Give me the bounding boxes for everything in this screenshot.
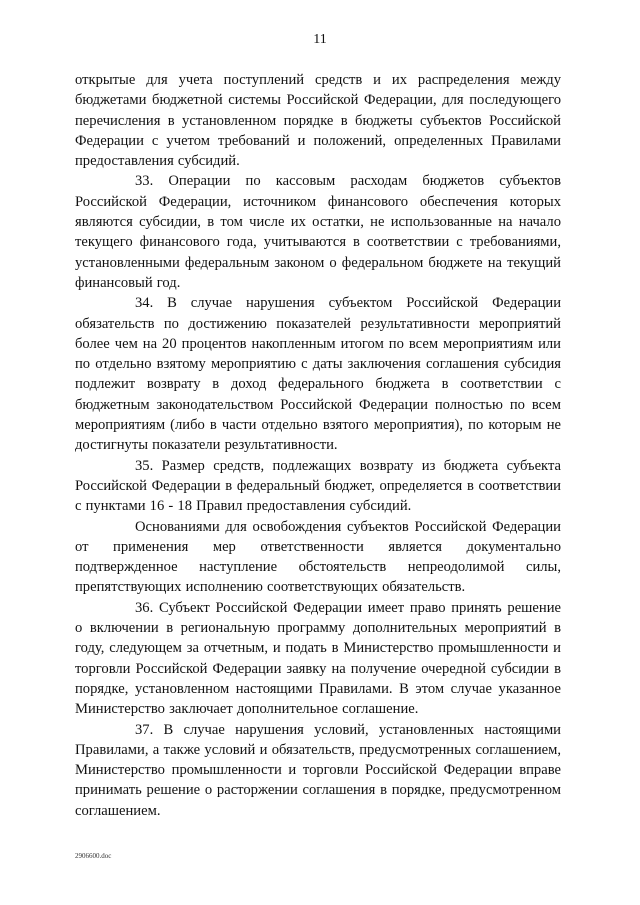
page-number: 11 xyxy=(313,32,327,47)
paragraph-33: 33. Операции по кассовым расходам бюджетов субъектов Российской Федерации, источником финансового обеспечения которых являются субсидии, в том числе их остатки, не использованные на начало текущего финансового года, учитываются в соответствии с требованиями, установленными федеральным законом о федеральном бюджете на текущий финансовый год. xyxy=(75,173,561,291)
document-body xyxy=(75,70,561,821)
footer-doc-code: 2906600.doc xyxy=(75,852,112,860)
paragraph-35: 35. Размер средств, подлежащих возврату из бюджета субъекта Российской Федерации в федеральный бюджет, определяется в соответствии с пунктами 16 - 18 Правил предоставления субсидий. xyxy=(75,457,561,515)
paragraph-continuation: открытые для учета поступлений средств и их распределения между бюджетами бюджетной системы Российской Федерации, для последующего перечисления в установленном порядке в бюджеты субъектов Российской Федерации с учетом требований и положений, определенных Правилами предоставления субсидий. xyxy=(75,72,561,170)
paragraph-37: 37. В случае нарушения условий, установленных настоящими Правилами, а также условий и обязательств, предусмотренных соглашением, Министерство промышленности и торговли Российской Федерации вправе принимать решение о расторжении соглашения в порядке, предусмотренном соглашением. xyxy=(75,721,561,819)
paragraph-36: 36. Субъект Российской Федерации имеет право принять решение о включении в региональную программу дополнительных мероприятий в году, следующем за отчетным, и подать в Министерство промышленности и торговли Российской Федерации заявку на получение очередной субсидии в порядке, установленном настоящими Правилами. В этом случае указанное Министерство заключает дополнительное соглашение. xyxy=(75,599,561,718)
paragraph-34: 34. В случае нарушения субъектом Российской Федерации обязательств по достижению показателей результативности мероприятий более чем на 20 процентов накопленным итогом по всем мероприятиям или по отдельно взятому мероприятию с даты заключения соглашения субсидия подлежит возврату в доход федерального бюджета в соответствии с бюджетным законодательством Российской Федерации полностью по всем мероприятиям (либо в части отдельно взятого мероприятия), по которым не достигнуты показатели результативности. xyxy=(75,295,561,454)
paragraph-force-majeure: Основаниями для освобождения субъектов Российской Федерации от применения мер ответственности является документально подтвержденное наступление обстоятельств непреодолимой силы, препятствующих исполнению соответствующих обязательств. xyxy=(75,518,561,596)
